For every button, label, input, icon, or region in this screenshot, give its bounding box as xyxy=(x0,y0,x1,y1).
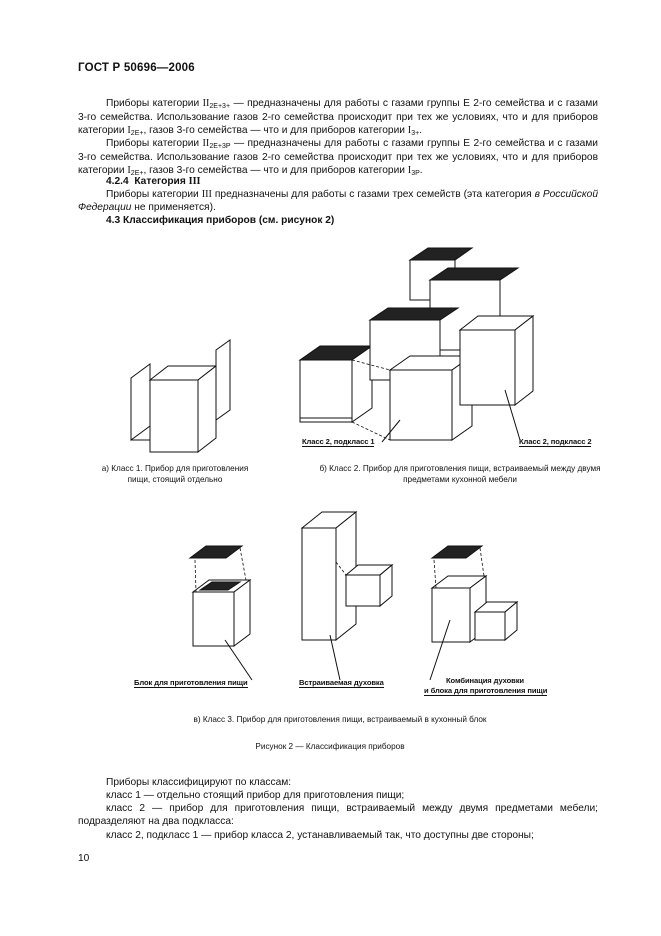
label-class2-subclass2: Класс 2, подкласс 2 xyxy=(519,437,592,446)
paragraph-category-2e3plus: Приборы категории II2E+3+ — предназначены для работы с газами группы Е 2-го семейства и с газами 3-го семейства. Использование газов 2-го семейства происходит при тех же условиях, что и для приборов категории I2E+, газов 3-го семейства — что и для приборов категории I3+. xyxy=(78,98,598,138)
caption-figure-a: а) Класс 1. Прибор для приготовления пищи, стоящий отдельно xyxy=(101,464,249,484)
label-cooking-block: Блок для приготовления пищи xyxy=(134,678,248,687)
label-class2-subclass1: Класс 2, подкласс 1 xyxy=(302,437,375,446)
figure-title: Рисунок 2 — Классификация приборов xyxy=(255,742,405,751)
class-2-description: класс 2 — прибор для приготовления пищи, встраиваемый между двумя предметами мебели; подразделяют на два подкласса: xyxy=(78,803,598,828)
paragraph-category-2e3p: Приборы категории II2E+3P — предназначены для работы с газами группы Е 2-го семейства и с газами 3-го семейства. Использование газов 2-го семейства происходит при тех же условиях, что и для приборов категории I2E+, газов 3-го семейства — что и для приборов категории I3P. xyxy=(78,138,598,178)
section-heading-4-2-4: 4.2.4 Категория III xyxy=(106,176,201,187)
class-2-subclass-1-description: класс 2, подкласс 1 — прибор класса 2, устанавливаемый так, что доступны две стороны; xyxy=(106,830,534,841)
paragraph-category-3: Приборы категории III предназначены для работы с газами трех семейств (эта категория в Российской Федерации не применяется). xyxy=(78,189,599,214)
document-header: ГОСТ Р 50696—2006 xyxy=(78,62,195,74)
label-combination-line2: и блока для приготовления пищи xyxy=(424,686,548,695)
page-number: 10 xyxy=(78,853,90,864)
caption-figure-b: б) Класс 2. Прибор для приготовления пищи, встраиваемый между двумя предметами кухонной мебели xyxy=(319,464,601,484)
label-built-in-oven: Встраиваемая духовка xyxy=(299,678,384,687)
section-heading-4-3: 4.3 Классификация приборов (см. рисунок 2) xyxy=(106,215,335,226)
figure-c3-drawing xyxy=(430,546,517,680)
label-combination-line1: Комбинация духовки xyxy=(446,676,524,685)
caption-figure-c: в) Класс 3. Прибор для приготовления пищи, встраиваемый в кухонный блок xyxy=(193,715,487,724)
figure-c1-drawing xyxy=(190,546,252,680)
class-1-description: класс 1 — отдельно стоящий прибор для приготовления пищи; xyxy=(106,790,405,801)
figure-a-drawing xyxy=(131,340,230,452)
figure-c2-drawing xyxy=(302,512,392,680)
classes-intro: Приборы классифицируют по классам: xyxy=(106,777,292,788)
figure-b-drawing xyxy=(300,248,533,442)
